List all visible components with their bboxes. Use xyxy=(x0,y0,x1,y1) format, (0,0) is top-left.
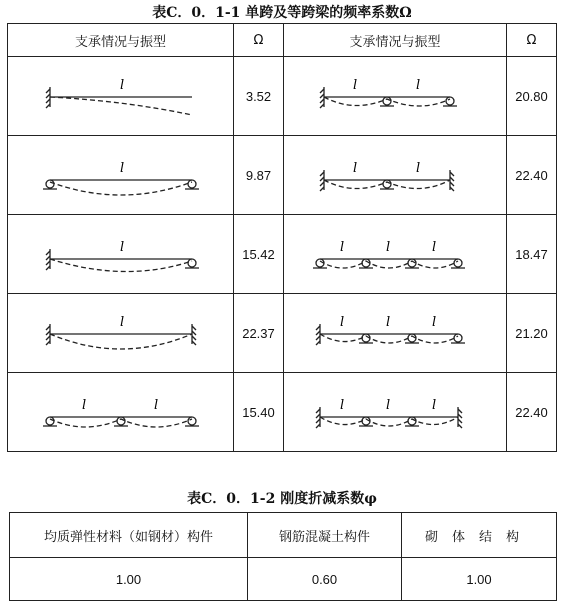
omega-value: 22.40 xyxy=(507,136,557,215)
table2-title: 表C．0．1-2 刚度折减系数φ xyxy=(187,491,377,507)
beam-diagram-two-span-pinned xyxy=(284,57,507,136)
omega-value: 15.40 xyxy=(234,373,284,452)
header-omega-right: Ω xyxy=(507,24,557,57)
omega-value: 3.52 xyxy=(234,57,284,136)
beam-diagram-two-span-fixed-ends xyxy=(284,136,507,215)
table-row xyxy=(8,294,557,373)
svg-text:l: l xyxy=(386,398,391,413)
svg-text:l: l xyxy=(386,315,391,330)
svg-text:l: l xyxy=(81,398,86,413)
svg-text:l: l xyxy=(340,398,345,413)
table-row xyxy=(10,558,557,601)
omega-value: 21.20 xyxy=(507,294,557,373)
svg-text:l: l xyxy=(153,398,158,413)
svg-text:l: l xyxy=(416,161,421,176)
frequency-coefficient-table xyxy=(7,23,557,452)
beam-diagram-three-span-fixed-pinned xyxy=(284,294,507,373)
svg-text:l: l xyxy=(340,315,345,330)
svg-text:l: l xyxy=(119,240,124,255)
omega-value: 15.42 xyxy=(234,215,284,294)
table-row xyxy=(8,136,557,215)
table1-title: 表C．0．1-1 单跨及等跨梁的频率系数Ω xyxy=(152,5,412,21)
table-row xyxy=(8,373,557,452)
header-masonry: 砌体结构 xyxy=(402,513,557,558)
masonry-value: 1.00 xyxy=(402,558,557,601)
table-row xyxy=(8,57,557,136)
svg-text:l: l xyxy=(119,161,124,176)
omega-value: 20.80 xyxy=(507,57,557,136)
omega-value: 22.40 xyxy=(507,373,557,452)
svg-text:l: l xyxy=(119,315,124,330)
beam-diagram-three-span-pinned xyxy=(284,215,507,294)
svg-text:l: l xyxy=(353,161,358,176)
omega-value: 9.87 xyxy=(234,136,284,215)
beam-diagram-cantilever xyxy=(8,57,234,136)
header-omega-left: Ω xyxy=(234,24,284,57)
header-reinforced-concrete: 钢筋混凝土构件 xyxy=(248,513,402,558)
beam-diagram-fixed-pinned xyxy=(8,215,234,294)
omega-value: 22.37 xyxy=(234,294,284,373)
svg-text:l: l xyxy=(416,78,421,93)
beam-diagram-two-span-pinned-sym xyxy=(8,373,234,452)
table2-header-row xyxy=(10,513,557,558)
header-support-shape-left: 支承情况与振型 xyxy=(8,24,234,57)
header-elastic-material: 均质弹性材料（如钢材）构件 xyxy=(10,513,248,558)
svg-text:l: l xyxy=(432,240,437,255)
svg-text:l: l xyxy=(353,78,358,93)
header-support-shape-right: 支承情况与振型 xyxy=(284,24,507,57)
beam-diagram-simply-supported xyxy=(8,136,234,215)
table1-header-row xyxy=(8,24,557,57)
svg-text:l: l xyxy=(386,240,391,255)
stiffness-reduction-table xyxy=(9,512,557,601)
svg-text:l: l xyxy=(432,398,437,413)
svg-text:l: l xyxy=(340,240,345,255)
svg-text:l: l xyxy=(119,78,124,93)
table-row xyxy=(8,215,557,294)
omega-value: 18.47 xyxy=(507,215,557,294)
beam-diagram-fixed-fixed xyxy=(8,294,234,373)
beam-diagram-three-span-fixed-ends xyxy=(284,373,507,452)
elastic-material-value: 1.00 xyxy=(10,558,248,601)
svg-text:l: l xyxy=(432,315,437,330)
reinforced-concrete-value: 0.60 xyxy=(248,558,402,601)
